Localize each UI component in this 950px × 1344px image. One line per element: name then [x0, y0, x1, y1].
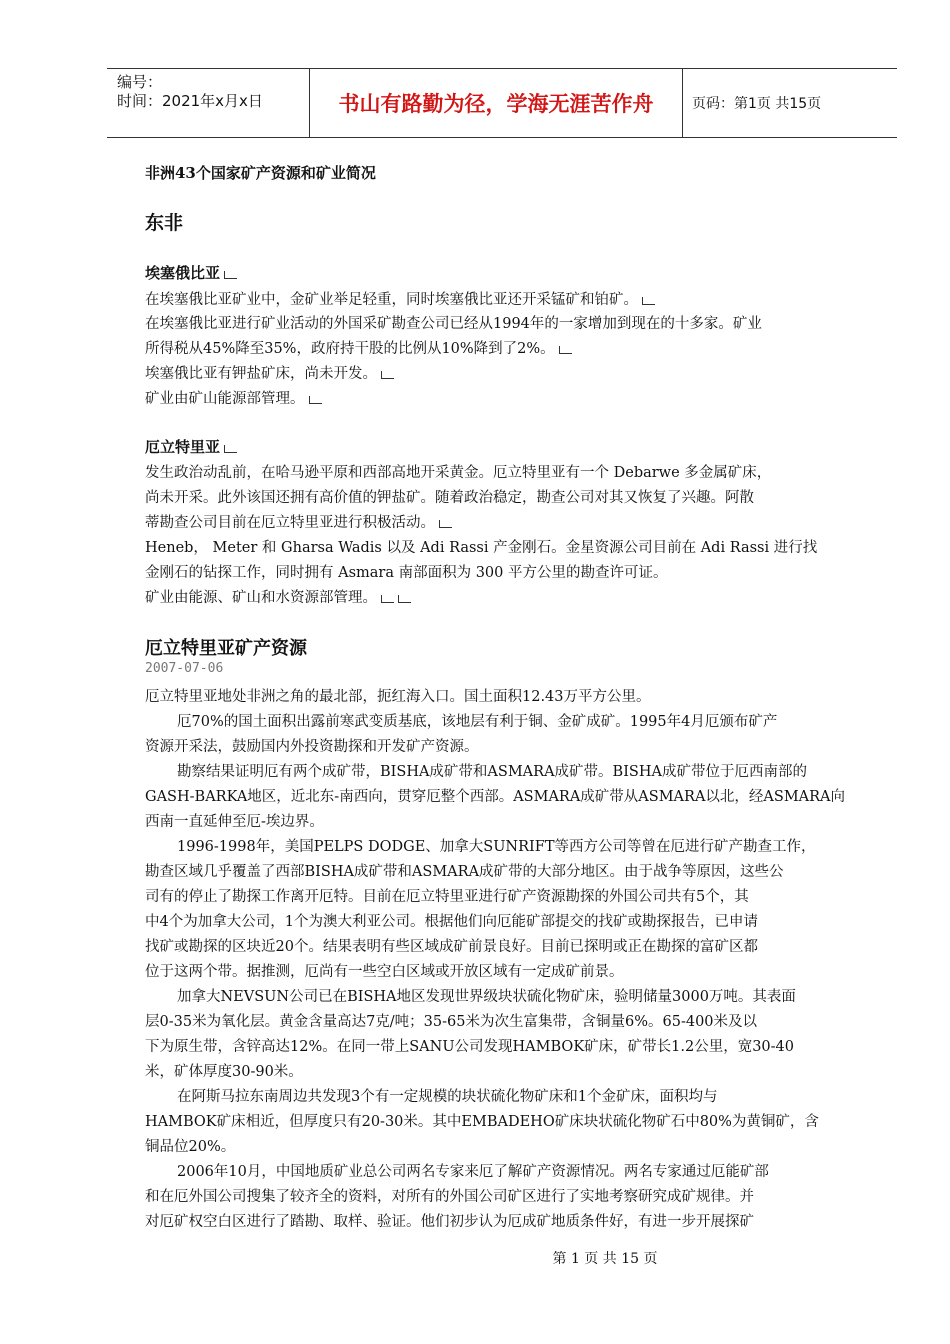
paragraph-mark-icon	[398, 595, 411, 603]
article-line: 铜品位20%。	[145, 1139, 236, 1155]
article-line: 厄立特里亚地处非洲之角的最北部，扼红海入口。国土面积12.43万平方公里。	[145, 689, 651, 705]
article-line: 司有的停止了勘探工作离开厄特。目前在厄立特里亚进行矿产资源勘探的外国公司共有5个，其	[145, 889, 749, 905]
article-line: 中4个为加拿大公司，1个为澳大利亚公司。根据他们向厄能矿部提交的找矿或勘探报告，已申请	[145, 914, 758, 930]
article-line: 层0-35米为氧化层。黄金含量高达7克/吨；35-65米为次生富集带，含铜量6%。65-400米及以	[145, 1014, 758, 1030]
article-line: 勘查区域几乎覆盖了西部BISHA成矿带和ASMARA成矿带的大部分地区。由于战争等原因，这些公	[145, 864, 784, 880]
article-line: 加拿大NEVSUN公司已在BISHA地区发现世界级块状硫化物矿床，验明储量3000万吨。其表面	[177, 989, 796, 1005]
article-line: 厄70%的国土面积出露前寒武变质基底，该地层有利于铜、金矿成矿。1995年4月厄颁布矿产	[177, 714, 778, 730]
ethiopia-line: 所得税从45%降至35%，政府持干股的比例从10%降到了2%。	[145, 337, 572, 358]
article-line: HAMBOK矿床相近，但厚度只有20-30米。其中EMBADEHO矿床块状硫化物矿石中80%为黄铜矿，含	[145, 1114, 819, 1130]
article-line: 对厄矿权空白区进行了踏勘、取样、验证。他们初步认为厄成矿地质条件好，有进一步开展探矿	[145, 1214, 754, 1230]
article-line: 在阿斯马拉东南周边共发现3个有一定规模的块状硫化物矿床和1个金矿床，面积均与	[177, 1089, 718, 1105]
header-meta	[107, 69, 309, 137]
country-heading-ethiopia: 埃塞俄比亚	[145, 262, 237, 283]
number-label: 编号：	[117, 73, 163, 91]
header-page-info: 页码：第1页 共15页	[692, 96, 822, 112]
article-line: 西南一直延伸至厄-埃边界。	[145, 814, 324, 830]
article-line: 资源开采法，鼓励国内外投资勘探和开发矿产资源。	[145, 739, 479, 755]
article-line: 勘察结果证明厄有两个成矿带，BISHA成矿带和ASMARA成矿带。BISHA成矿带位于厄西南部的	[177, 764, 807, 780]
article-line: 米，矿体厚度30-90米。	[145, 1064, 303, 1080]
ethiopia-line: 矿业由矿山能源部管理。	[145, 387, 322, 408]
paragraph-mark-icon	[309, 396, 322, 404]
footer-page-number: 第 1 页 共 15 页	[552, 1251, 658, 1267]
time-label: 时间：2021年x月x日	[117, 92, 263, 110]
article-line: 下为原生带，含锌高达12%。在同一带上SANU公司发现HAMBOK矿床，矿带长1.2公里，宽30-40	[145, 1039, 795, 1055]
eritrea-line: 矿业由能源、矿山和水资源部管理。	[145, 586, 411, 607]
ethiopia-line: 埃塞俄比亚有钾盐矿床，尚未开发。	[145, 362, 394, 383]
document-title: 非洲43个国家矿产资源和矿业简况	[145, 164, 376, 182]
article-date: 2007-07-06	[145, 661, 224, 676]
paragraph-mark-icon	[224, 445, 237, 453]
eritrea-line: 发生政治动乱前，在哈马逊平原和西部高地开采黄金。厄立特里亚有一个 Debarwe 多金属矿床，	[145, 465, 772, 481]
region-heading: 东非	[145, 212, 184, 234]
paragraph-mark-icon	[381, 595, 394, 603]
paragraph-mark-icon	[381, 371, 394, 379]
article-line: 2006年10月，中国地质矿业总公司两名专家来厄了解矿产资源情况。两名专家通过厄能矿部	[177, 1164, 769, 1180]
paragraph-mark-icon	[224, 271, 237, 279]
article-line: 找矿或勘探的区块近20个。结果表明有些区域成矿前景良好。目前已探明或正在勘探的富矿区都	[145, 939, 758, 955]
eritrea-line: Heneb， Meter 和 Gharsa Wadis 以及 Adi Rassi 产金刚石。金星资源公司目前在 Adi Rassi 进行找	[145, 540, 818, 556]
ethiopia-line: 在埃塞俄比亚进行矿业活动的外国采矿勘查公司已经从1994年的一家增加到现在的十多家。矿业	[145, 316, 762, 332]
page-footer	[0, 1248, 950, 1268]
article-title: 厄立特里亚矿产资源	[145, 638, 307, 659]
ethiopia-line: 在埃塞俄比亚矿业中，金矿业举足轻重，同时埃塞俄比亚还开采锰矿和铂矿。	[145, 288, 655, 309]
page-header	[107, 68, 897, 138]
paragraph-mark-icon	[439, 520, 452, 528]
paragraph-mark-icon	[642, 297, 655, 305]
eritrea-line: 蒂勘查公司目前在厄立特里亚进行积极活动。	[145, 511, 452, 532]
article-line: GASH-BARKA地区，近北东-南西向，贯穿厄整个西部。ASMARA成矿带从ASMARA以北，经ASMARA向	[145, 789, 846, 805]
article-line: 1996-1998年，美国PELPS DODGE、加拿大SUNRIFT等西方公司等曾在厄进行矿产勘查工作，	[177, 839, 816, 855]
paragraph-mark-icon	[559, 346, 572, 354]
eritrea-line: 尚未开采。此外该国还拥有高价值的钾盐矿。随着政治稳定，勘查公司对其又恢复了兴趣。阿散	[145, 490, 754, 506]
article-line: 位于这两个带。据推测，厄尚有一些空白区域或开放区域有一定成矿前景。	[145, 964, 624, 980]
header-motto: 书山有路勤为径，学海无涯苦作舟	[309, 69, 683, 137]
country-heading-eritrea: 厄立特里亚	[145, 436, 237, 457]
article-line: 和在厄外国公司搜集了较齐全的资料，对所有的外国公司矿区进行了实地考察研究成矿规律。并	[145, 1189, 754, 1205]
eritrea-line: 金刚石的钻探工作，同时拥有 Asmara 南部面积为 300 平方公里的勘查许可证。	[145, 565, 668, 581]
